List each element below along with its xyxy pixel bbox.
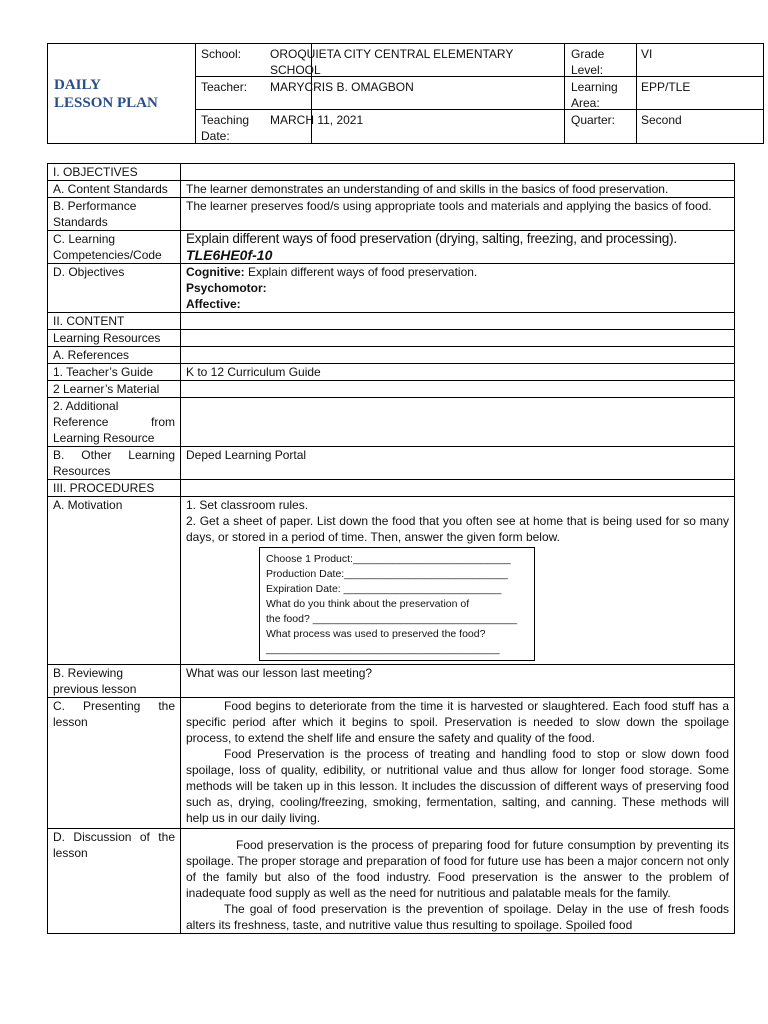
table-row — [48, 665, 735, 698]
date-label: Teaching Date: — [201, 113, 250, 143]
title-box — [48, 44, 196, 143]
date-value: MARCH 11, 2021 — [270, 113, 364, 127]
table-row — [48, 829, 735, 934]
table-row — [48, 264, 735, 313]
area-value: EPP/TLE — [641, 80, 691, 94]
content-standards-label: A. Content Standards — [48, 181, 181, 198]
grade-value: VI — [641, 47, 653, 61]
table-row — [48, 364, 735, 381]
presenting-value: Food begins to deteriorate from the time it is harvested or slaughtered. Each food stuff has a specific period after which it begins to spoil. Preservation is needed to slow down the spoilage process, to extend the shelf life and ensure the safety and quality of the food. Food Preservation is the process of treating and handling food to stop or slow down food spoilage, loss of quality, edibility, or nutritional value and thus allow for longer food storage. Some methods will be taken up in this lesson. It includes the discussion of different ways of preserving food such as, drying, cooling/freezing, smoking, fermentation, salting, and canning. These methods will help us in our daily living. — [181, 698, 735, 829]
additional-reference-label: 2. Additional Reference from Learning Resource — [48, 398, 181, 447]
table-row — [48, 164, 735, 181]
table-row — [48, 398, 735, 447]
section-content: II. CONTENT — [48, 313, 181, 330]
table-row — [48, 231, 735, 264]
header-table — [47, 43, 764, 144]
references-label: A. References — [48, 347, 181, 364]
table-row — [48, 181, 735, 198]
presenting-label: C. Presenting the lesson — [48, 698, 181, 829]
competency-code: TLE6HE0f-10 — [186, 247, 273, 263]
performance-standards-label: B. Performance Standards — [48, 198, 181, 231]
discussion-value: Food preservation is the process of preparing food for future consumption by preventing its spoilage. The proper storage and preparation of food for future use has been a major concern not only of the family but also of the food industry. Food preservation is the answer to the problem of inadequate food supply as well as the need for nutritious and palatable meals for the family. The goal of food preservation is the prevention of spoilage. Delay in the use of fresh foods alters its freshness, taste, and nutritive value thus resulting to spoilage. Spoiled food — [181, 829, 735, 934]
objectives-value: Cognitive: Explain different ways of food preservation. Psychomotor: Affective: — [181, 264, 735, 313]
product-form-box: Choose 1 Product:___________________________ Production Date:____________________________ Expiration Date: ___________________________ What do you think about the preservation of the food? ___________________________________ What process was used to preserved the food? ________________________________________ — [259, 547, 535, 661]
table-row — [48, 381, 735, 398]
quarter-label: Quarter: — [571, 113, 616, 127]
other-resources-value: Deped Learning Portal — [181, 447, 735, 480]
section-procedures: III. PROCEDURES — [48, 480, 181, 497]
table-row — [48, 480, 735, 497]
content-standards-value: The learner demonstrates an understanding of and skills in the basics of food preservation. — [181, 181, 735, 198]
school-label: School: — [201, 47, 242, 61]
teacher-value: MARYCRIS B. OMAGBON — [270, 80, 414, 94]
quarter-value: Second — [641, 113, 682, 127]
competencies-label: C. Learning Competencies/Code — [48, 231, 181, 264]
table-row — [48, 198, 735, 231]
teacher-label: Teacher: — [201, 80, 248, 94]
area-label: Learning Area: — [571, 80, 618, 110]
table-row — [48, 698, 735, 829]
learners-material-label: 2 Learner’s Material — [48, 381, 181, 398]
other-resources-label: B. Other Learning Resources — [48, 447, 181, 480]
title-line-2: LESSON PLAN — [54, 95, 158, 111]
reviewing-label: B. Reviewing previous lesson — [48, 665, 181, 698]
teachers-guide-value: K to 12 Curriculum Guide — [181, 364, 735, 381]
performance-standards-value: The learner preserves food/s using appropriate tools and materials and applying the basics of food. — [181, 198, 735, 231]
reviewing-value: What was our lesson last meeting? — [181, 665, 735, 698]
table-row — [48, 313, 735, 330]
objectives-label: D. Objectives — [48, 264, 181, 313]
lesson-plan-table — [47, 163, 735, 934]
table-row — [48, 347, 735, 364]
teachers-guide-label: 1. Teacher’s Guide — [48, 364, 181, 381]
table-row — [48, 330, 735, 347]
motivation-label: A. Motivation — [48, 497, 181, 665]
school-value: OROQUIETA CITY CENTRAL ELEMENTARY SCHOOL — [270, 47, 514, 77]
title-line-1: DAILY — [54, 77, 101, 93]
learning-resources-label: Learning Resources — [48, 330, 181, 347]
table-row — [48, 497, 735, 665]
motivation-value: 1. Set classroom rules. 2. Get a sheet of paper. List down the food that you often see at home that is being used for so many days, or stored in a period of time. Then, answer the given form below. Choose 1 Product:___________________________ Production Date:____________________________ Expiration Date: ___________________________ What do you think about the preservation of the food? ___________________________________ What process was used to preserved the food? ________________________________________ — [181, 497, 735, 665]
discussion-label: D. Discussion of the lesson — [48, 829, 181, 934]
grade-label: Grade Level: — [571, 47, 605, 77]
section-objectives: I. OBJECTIVES — [48, 164, 181, 181]
competencies-value: Explain different ways of food preservation (drying, salting, freezing, and processing). TLE6HE0f-10 — [181, 231, 735, 264]
table-row — [48, 447, 735, 480]
page-title — [54, 76, 158, 112]
